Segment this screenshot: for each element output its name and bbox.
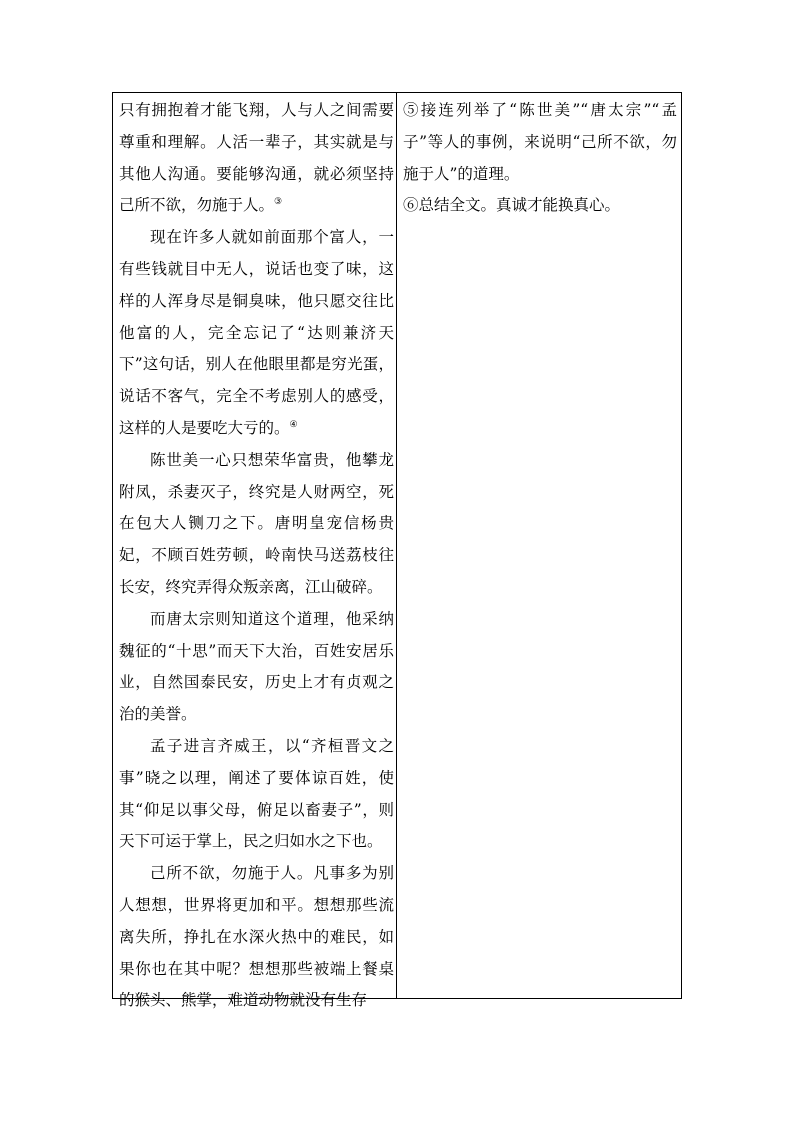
essay-text-column <box>113 93 397 1010</box>
annotation-column <box>397 93 681 998</box>
essay-paragraph-1-text: 只有拥抱着才能飞翔，人与人之间需要尊重和理解。人活一辈子，其实就是与其他人沟通。要能够沟通，就必须坚持己所不欲，勿施于人。 <box>119 101 394 215</box>
annotation-note-5: ⑤接连列举了“陈世美”“唐太宗”“孟子”等人的事例，来说明“己所不欲，勿施于人”的道理。 <box>403 101 677 183</box>
essay-paragraph-1 <box>119 95 394 222</box>
essay-paragraph-2-text: 现在许多人就如前面那个富人，一有些钱就目中无人，说话也变了味，这样的人浑身尽是铜臭味，他只愿交往比他富的人，完全忘记了“达则兼济天下”这句话，别人在他眼里都是穷光蛋，说话不客气，完全不考虑别人的感受，这样的人是要吃大亏的。 <box>119 228 394 437</box>
essay-annotation-table <box>112 92 682 1010</box>
essay-paragraph-5: 孟子进言齐威王，以“齐桓晋文之事”晓之以理，阐述了要体谅百姓，使其“仰足以事父母，俯足以畜妻子”，则天下可运于掌上，民之归如水之下也。 <box>119 736 394 851</box>
essay-paragraph-3: 陈世美一心只想荣华富贵，他攀龙附凤，杀妻灭子，终究是人财两空，死在包大人铡刀之下。唐明皇宠信杨贵妃，不顾百姓劳顿，岭南快马送荔枝往长安，终究弄得众叛亲离，江山破碎。 <box>119 450 394 596</box>
essay-paragraph-2 <box>119 222 394 445</box>
essay-paragraph-6: 己所不欲，勿施于人。凡事多为别人想想，世界将更加和平。想想那些流离失所，挣扎在水深火热中的难民，如果你也在其中呢？想想那些被端上餐桌的猴头、熊掌，难道动物就没有生存 <box>119 864 394 1010</box>
essay-paragraph-4: 而唐太宗则知道这个道理，他采纳魏征的“十思”而天下大治，百姓安居乐业，自然国泰民安，历史上才有贞观之治的美誉。 <box>119 609 394 724</box>
note-marker-4: ④ <box>289 419 298 430</box>
annotation-note-6: ⑥总结全文。真诚才能换真心。 <box>403 196 621 215</box>
note-marker-3: ③ <box>274 197 283 208</box>
